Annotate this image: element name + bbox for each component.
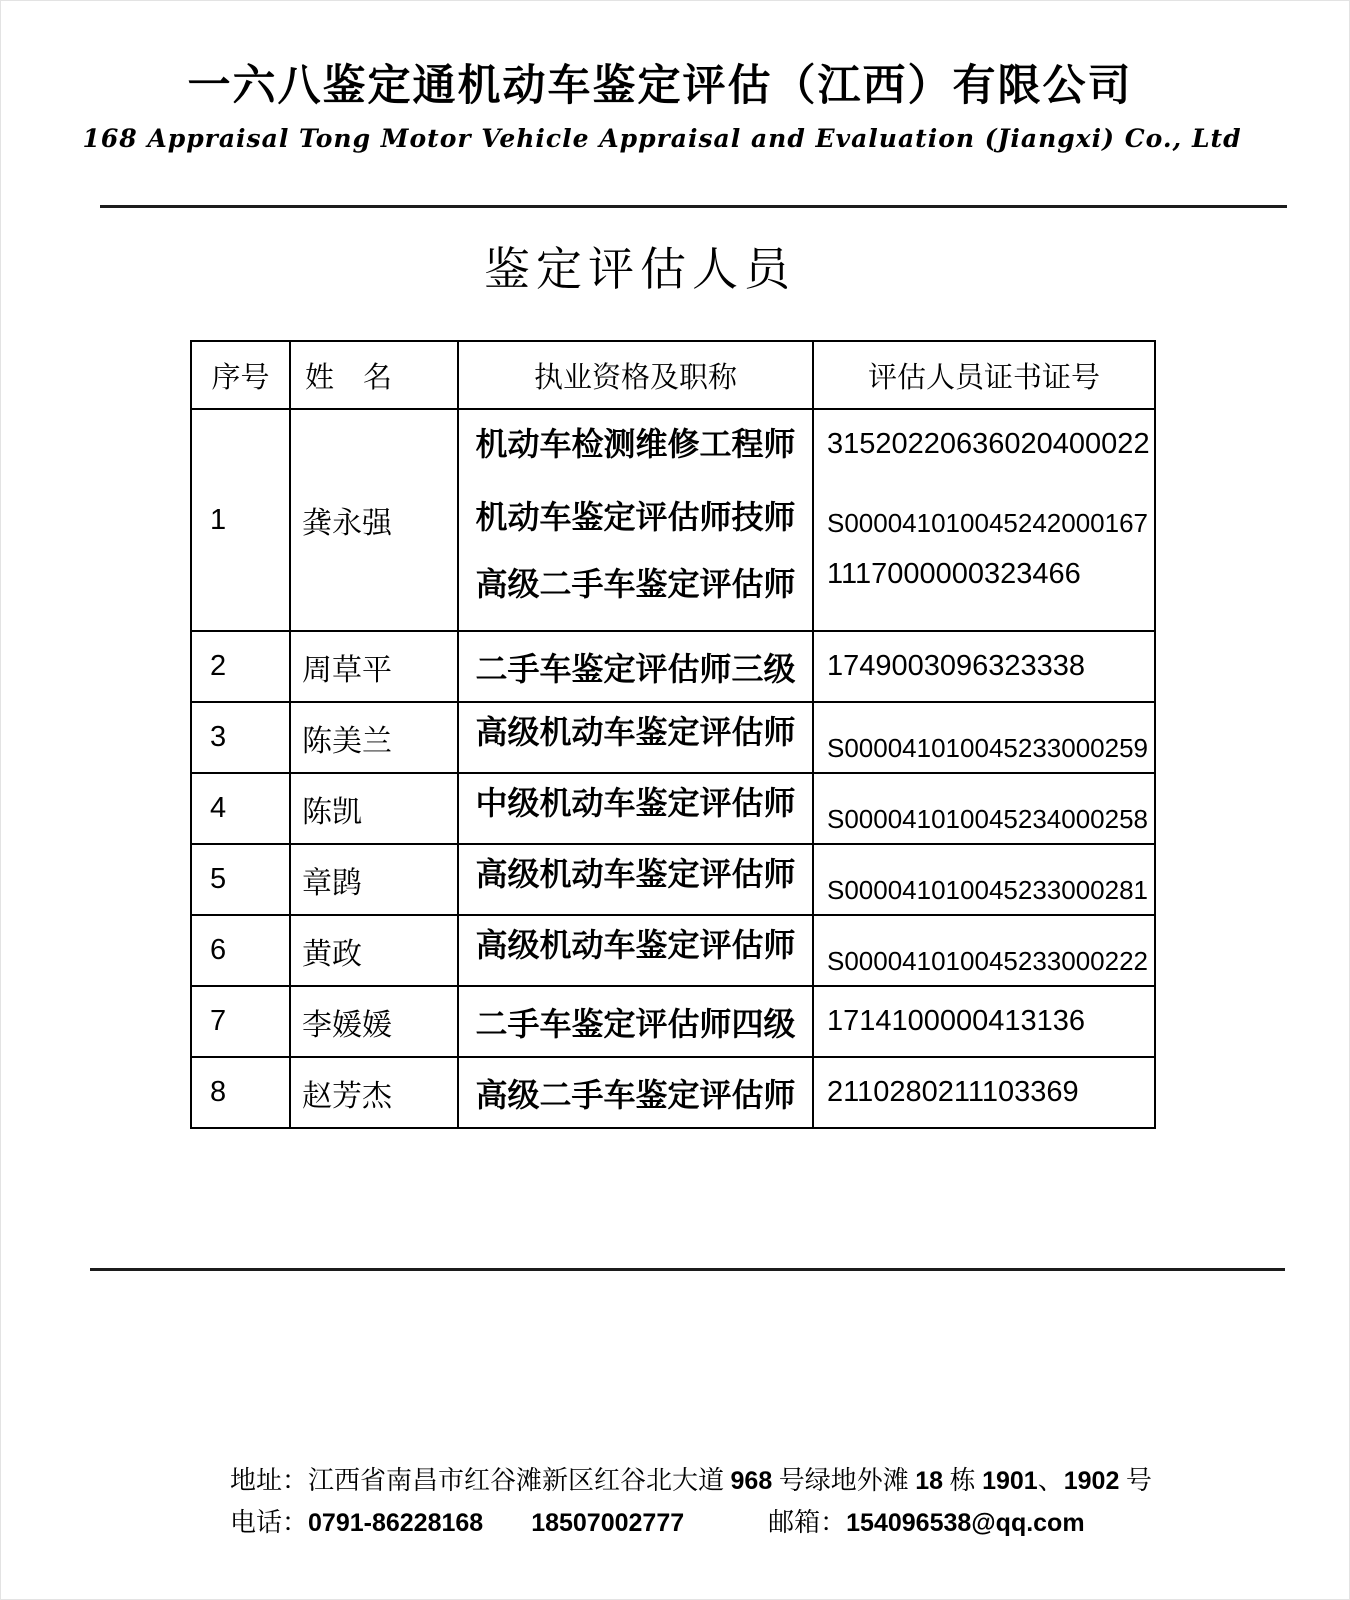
- certificate-number: S000041010045234000258: [827, 804, 1149, 834]
- company-title-en: 168 Appraisal Tong Motor Vehicle Appraisal and Evaluation (Jiangxi) Co., Ltd: [82, 124, 1242, 153]
- cell-name: 陈凯: [289, 774, 457, 843]
- cell-certificates: [812, 632, 1154, 701]
- header-divider-line: [100, 205, 1287, 208]
- cell-certificates: [812, 703, 1154, 772]
- cell-qualifications: [457, 774, 812, 843]
- cell-certificates: [812, 845, 1154, 914]
- cell-qualifications: [457, 987, 812, 1056]
- table-body: [192, 408, 1154, 1127]
- certificate-number: 1714100000413136: [827, 1005, 1086, 1037]
- footer-contact-line: [230, 1502, 1280, 1544]
- qualification-text: 中级机动车鉴定评估师: [475, 784, 796, 821]
- qualification-text: 高级二手车鉴定评估师: [475, 1076, 796, 1113]
- certificate-number: S000041010045233000222: [827, 946, 1149, 976]
- cell-serial: 5: [210, 863, 227, 895]
- certificate-number: S000041010045242000167: [827, 508, 1149, 538]
- cell-serial: 1: [210, 503, 227, 536]
- cell-qualifications: [457, 916, 812, 985]
- phone-label: 电话：: [230, 1508, 309, 1537]
- qualification-text: 高级二手车鉴定评估师: [475, 566, 796, 602]
- footer: [230, 1460, 1280, 1544]
- table-row: [192, 914, 1154, 985]
- table-row: [192, 701, 1154, 772]
- cell-name: 赵芳杰: [289, 1058, 457, 1127]
- cell-name: 陈美兰: [289, 703, 457, 772]
- cell-certificates: [812, 774, 1154, 843]
- certificate-number: 1117000000323466: [827, 558, 1081, 590]
- email-value: 154096538@qq.com: [846, 1509, 1085, 1537]
- cell-qualifications: [457, 1058, 812, 1127]
- cell-serial: 2: [210, 650, 227, 682]
- cell-qualifications: [457, 845, 812, 914]
- certificate-number: 31520220636020400022: [827, 428, 1150, 460]
- qualification-text: 高级机动车鉴定评估师: [475, 855, 796, 892]
- header-qualification: 执业资格及职称: [457, 342, 812, 408]
- email-label: 邮箱：: [768, 1508, 847, 1537]
- cell-serial: 7: [210, 1005, 227, 1037]
- table-row: [192, 408, 1154, 630]
- cell-qualifications: [457, 632, 812, 701]
- qualification-text: 二手车鉴定评估师四级: [475, 1005, 796, 1042]
- table-row: [192, 843, 1154, 914]
- cell-serial: 6: [210, 934, 227, 966]
- header-name: 姓 名: [289, 342, 457, 408]
- table-header-row: [192, 342, 1154, 408]
- cell-name: 李媛媛: [289, 987, 457, 1056]
- phone-number-1: 0791-86228168: [308, 1509, 484, 1537]
- cell-certificates: [812, 987, 1154, 1056]
- header-certificate-no: 评估人员证书证号: [812, 342, 1154, 408]
- company-title-zh: 一六八鉴定通机动车鉴定评估（江西）有限公司: [187, 63, 1133, 110]
- cell-name: 龚永强: [289, 410, 457, 630]
- certificate-number: 1749003096323338: [827, 650, 1086, 682]
- cell-serial: 8: [210, 1076, 227, 1108]
- qualification-text: 机动车鉴定评估师技师: [475, 499, 796, 535]
- cell-name: 章鹍: [289, 845, 457, 914]
- certificate-number: S000041010045233000281: [827, 875, 1149, 905]
- footer-address-line: [230, 1460, 1280, 1502]
- table-row: [192, 985, 1154, 1056]
- cell-serial: 3: [210, 721, 227, 753]
- header-serial: 序号: [211, 361, 270, 394]
- personnel-table: [190, 340, 1156, 1129]
- cell-serial: 4: [210, 792, 227, 824]
- table-row: [192, 630, 1154, 701]
- cell-certificates: [812, 916, 1154, 985]
- section-title: 鉴定评估人员: [484, 244, 796, 295]
- cell-certificates: [812, 410, 1154, 630]
- cell-qualifications: [457, 703, 812, 772]
- table-row: [192, 1056, 1154, 1127]
- certificate-number: S000041010045233000259: [827, 733, 1149, 763]
- qualification-text: 二手车鉴定评估师三级: [475, 650, 796, 687]
- cell-certificates: [812, 1058, 1154, 1127]
- table-row: [192, 772, 1154, 843]
- qualification-text: 机动车检测维修工程师: [475, 426, 796, 462]
- cell-qualifications: [457, 410, 812, 630]
- phone-number-2: 18507002777: [531, 1509, 685, 1537]
- cell-name: 黄政: [289, 916, 457, 985]
- certificate-number: 2110280211103369: [827, 1076, 1079, 1108]
- address-value: 江西省南昌市红谷滩新区红谷北大道 968 号绿地外滩 18 栋 1901、1902 号: [308, 1466, 1152, 1495]
- footer-divider-line: [90, 1268, 1285, 1271]
- qualification-text: 高级机动车鉴定评估师: [475, 713, 796, 750]
- address-label: 地址：: [230, 1466, 309, 1495]
- qualification-text: 高级机动车鉴定评估师: [475, 926, 796, 963]
- cell-name: 周草平: [289, 632, 457, 701]
